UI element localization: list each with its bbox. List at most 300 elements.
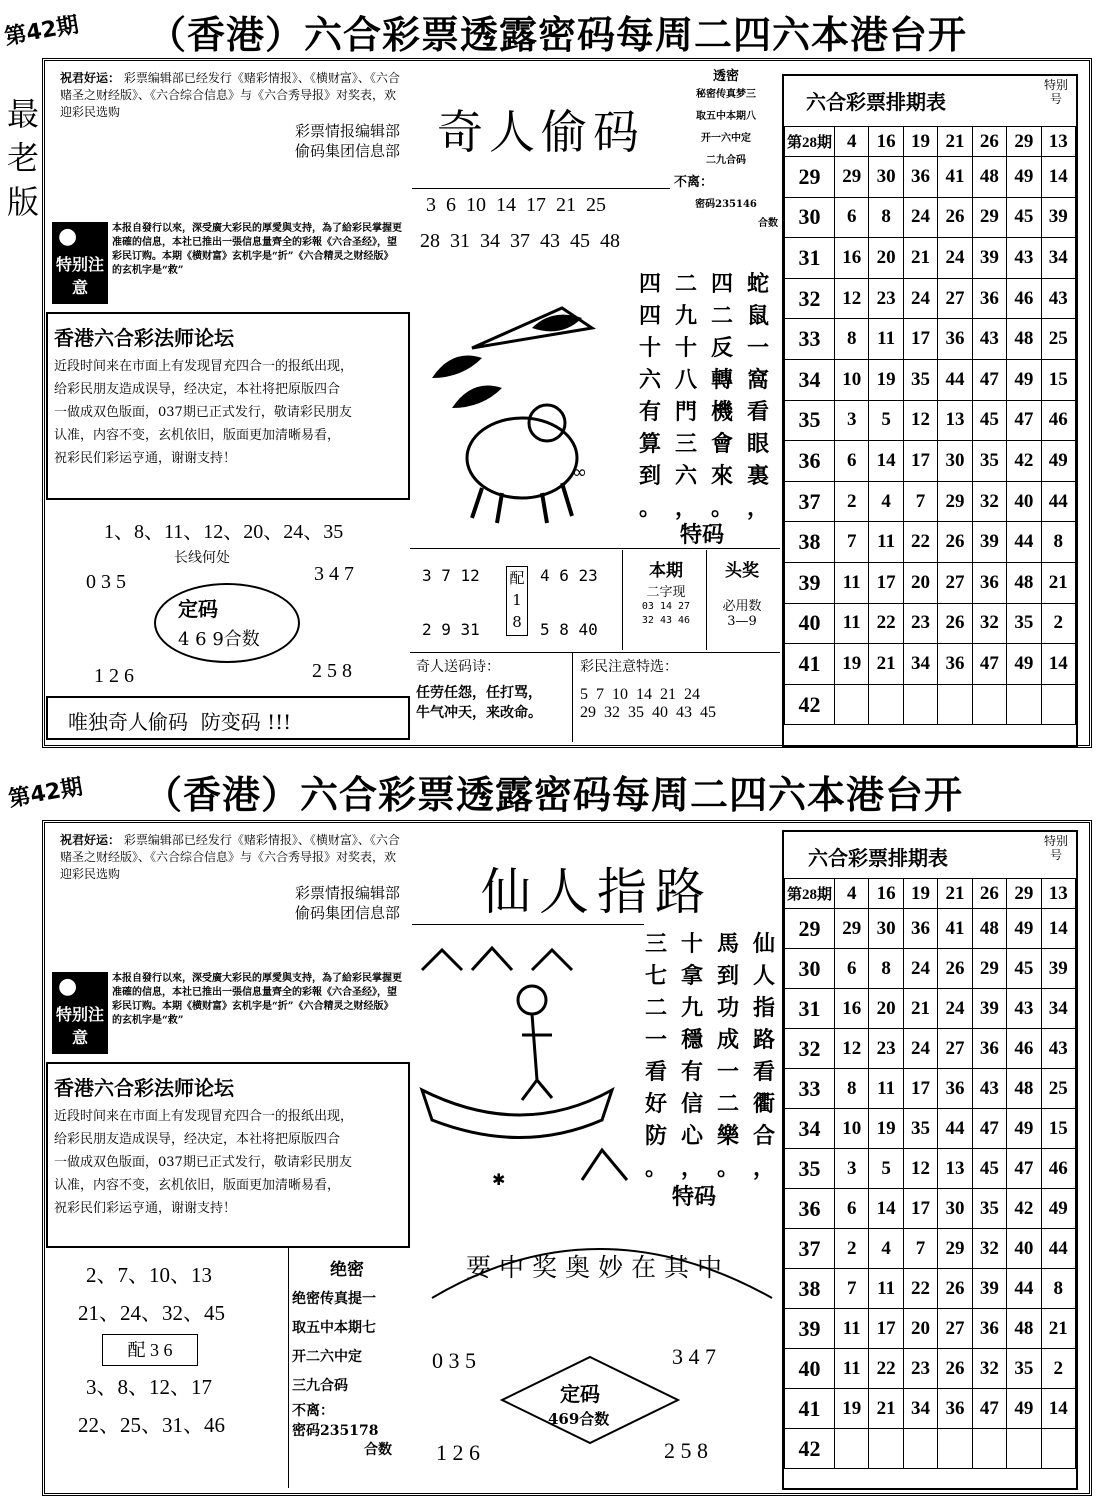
- number-cell: 48: [1007, 1069, 1041, 1109]
- focus-box: 彩民注意特选： 5 7 10 14 21 24 29 32 35 40 43 45: [580, 659, 716, 721]
- number-cell: 11: [835, 1309, 869, 1349]
- period-cell: 32: [785, 278, 835, 319]
- number-cell: 48: [1007, 562, 1041, 603]
- schedule-row: [785, 1229, 1076, 1269]
- number-cell: 42: [1007, 1189, 1041, 1229]
- poem-send-box: 奇人送码诗： 任劳任怨，任打骂， 牛气冲天，来改命。: [416, 659, 542, 721]
- period-cell: 第28期: [785, 879, 835, 909]
- period-cell: 39: [785, 562, 835, 603]
- special-cell: 14: [1041, 909, 1075, 949]
- number-cell: 36: [972, 1309, 1006, 1349]
- number-cell: 24: [903, 949, 937, 989]
- bomb-icon: ●: [58, 974, 78, 999]
- number-cell: 6: [835, 441, 869, 482]
- number-cell: 47: [972, 644, 1006, 685]
- schedule-table: [784, 126, 1076, 725]
- special-cell: 43: [1041, 1029, 1075, 1069]
- number-cell: 11: [869, 522, 903, 563]
- number-cell: 47: [972, 1389, 1006, 1429]
- period-cell: 34: [785, 359, 835, 400]
- number-cell: 10: [835, 359, 869, 400]
- schedule-row: [785, 157, 1076, 198]
- number-cell: 17: [869, 562, 903, 603]
- schedule-row: [785, 127, 1076, 157]
- period-cell: 33: [785, 319, 835, 360]
- special-cell: 44: [1041, 1229, 1075, 1269]
- number-cell: 46: [1007, 278, 1041, 319]
- number-cell: 16: [869, 879, 903, 909]
- dingma-ellipse: 定码 4 6 9合数: [154, 583, 300, 663]
- period-cell: 29: [785, 909, 835, 949]
- special-cell: 46: [1041, 400, 1075, 441]
- dingma-arc: 长线何处: [174, 550, 230, 566]
- schedule-row: [785, 359, 1076, 400]
- special-cell: 8: [1041, 522, 1075, 563]
- number-cell: 36: [903, 157, 937, 198]
- number-cell: 21: [869, 1389, 903, 1429]
- number-cell: 17: [903, 319, 937, 360]
- number-cell: 39: [972, 1269, 1006, 1309]
- number-cell: 46: [1007, 1029, 1041, 1069]
- number-cell: 32: [972, 603, 1006, 644]
- special-cell: 49: [1041, 1189, 1075, 1229]
- number-cell: 11: [869, 1269, 903, 1309]
- special-cell: 46: [1041, 1149, 1075, 1189]
- period-cell: 31: [785, 238, 835, 279]
- issue-number: 第42期: [2, 12, 81, 51]
- number-cell: 48: [972, 909, 1006, 949]
- number-cell: 49: [1007, 644, 1041, 685]
- poem-col-4: 蛇 鼠 一 窩 看 眼 裏 ，: [746, 271, 769, 521]
- number-cell: 26: [972, 879, 1006, 909]
- number-cell: 35: [1007, 603, 1041, 644]
- number-cell: 24: [903, 278, 937, 319]
- number-cell: 47: [972, 359, 1006, 400]
- number-cell: 2: [835, 481, 869, 522]
- number-cell: 47: [972, 1109, 1006, 1149]
- number-cell: 43: [972, 319, 1006, 360]
- period-cell: 第28期: [785, 127, 835, 157]
- number-cell: 29: [938, 1229, 972, 1269]
- period-cell: 32: [785, 1029, 835, 1069]
- number-cell: 36: [903, 909, 937, 949]
- special-cell: 34: [1041, 989, 1075, 1029]
- schedule-row: [785, 1189, 1076, 1229]
- schedule-row: [785, 238, 1076, 279]
- number-cell: 41: [938, 157, 972, 198]
- number-cell: 14: [869, 1189, 903, 1229]
- number-cell: 19: [869, 359, 903, 400]
- number-cell: 20: [869, 989, 903, 1029]
- number-cell: 27: [938, 278, 972, 319]
- number-cell: 47: [1007, 1149, 1041, 1189]
- number-cell: 32: [972, 1349, 1006, 1389]
- number-cell: 43: [1007, 989, 1041, 1029]
- special-cell: 2: [1041, 1349, 1075, 1389]
- number-cell: 45: [1007, 197, 1041, 238]
- period-cell: 38: [785, 522, 835, 563]
- pair-left-1: 3 7 12: [422, 566, 480, 585]
- number-cell: 36: [972, 562, 1006, 603]
- period-cell: 29: [785, 157, 835, 198]
- number-cell: 36: [972, 278, 1006, 319]
- number-cell: 49: [1007, 157, 1041, 198]
- number-cell: 39: [972, 989, 1006, 1029]
- special-cell: 25: [1041, 1069, 1075, 1109]
- number-cell: 44: [938, 1109, 972, 1149]
- dingma-left: 0 3 5: [432, 1348, 476, 1373]
- number-cell: 40: [1007, 1229, 1041, 1269]
- number-cell: 16: [835, 238, 869, 279]
- number-cell: 12: [835, 278, 869, 319]
- number-cell: 27: [938, 1029, 972, 1069]
- notice-text: 本报自發行以來，深受廣大彩民的厚愛與支持，為了給彩民掌握更准確的信息，本社已推出一張信息量齊全的彩報《六合圣经》，望彩民订购。本期《横财富》玄机字是“折”《六合精灵之财经版》的玄机字是“救”: [112, 973, 402, 1026]
- schedule-row: [785, 197, 1076, 238]
- schedule-title: 六合彩票排期表: [808, 846, 948, 870]
- number-cell: 49: [1007, 1389, 1041, 1429]
- number-cell: 11: [835, 562, 869, 603]
- period-cell: 40: [785, 1349, 835, 1389]
- number-cell: 17: [903, 1069, 937, 1109]
- number-cell: 6: [835, 1189, 869, 1229]
- number-cell: 29: [938, 481, 972, 522]
- poem-col-2: 二 九 十 八 門 三 六 ，: [674, 271, 697, 521]
- special-cell: 14: [1041, 157, 1075, 198]
- number-cell: 13: [938, 400, 972, 441]
- period-cell: 34: [785, 1109, 835, 1149]
- number-cell: 19: [835, 644, 869, 685]
- issue-number: 第42期: [6, 774, 85, 813]
- poem-col-3: 四 二 反 轉 機 會 來 。: [710, 271, 733, 521]
- number-cell: 22: [869, 1349, 903, 1389]
- pair-left-2: 2 9 31: [422, 620, 480, 639]
- number-cell: 35: [903, 1109, 937, 1149]
- notice-badge: ● 特别注意: [52, 222, 108, 304]
- center-title: 奇人偷码: [437, 105, 645, 159]
- number-cell: [972, 684, 1006, 725]
- number-cell: 39: [972, 238, 1006, 279]
- number-cell: 12: [903, 1149, 937, 1189]
- number-cell: 49: [1007, 1109, 1041, 1149]
- dingma-right: 3 4 7: [672, 1344, 716, 1369]
- number-cell: 36: [938, 644, 972, 685]
- headline: （香港）六合彩票透露密码每周二四六本港台开: [144, 772, 964, 817]
- number-cell: 23: [903, 1349, 937, 1389]
- number-cell: 49: [1007, 359, 1041, 400]
- tema-label: 特码: [680, 522, 725, 548]
- schedule-row: [785, 522, 1076, 563]
- motto: 唯独奇人偷码 防变码 !!!: [46, 696, 410, 740]
- period-cell: 39: [785, 1309, 835, 1349]
- center-nums-2: 28 31 34 37 43 45 48: [420, 230, 620, 252]
- schedule-row: [785, 400, 1076, 441]
- pair-right-1: 4 6 23: [540, 566, 598, 585]
- special-cell: 13: [1041, 879, 1075, 909]
- dingma-right: 3 4 7: [314, 563, 354, 585]
- number-cell: 29: [972, 197, 1006, 238]
- dingma-bottom-right: 2 5 8: [664, 1438, 708, 1463]
- forum-box: 香港六合彩法师论坛 近段时间来在市面上有发现冒充四合一的报纸出现， 给彩民朋友造成误导，经决定，本社将把原版四合 一做成双色版面，037期已正式发行，敬请彩民朋友 认准，内容不变，玄机依旧，版面更加清晰易看， 祝彩民们彩运亨通，谢谢支持！: [46, 312, 410, 500]
- special-cell: 21: [1041, 562, 1075, 603]
- number-cell: 36: [938, 319, 972, 360]
- number-cell: 19: [903, 127, 937, 157]
- notice-badge: ● 特别注意: [52, 972, 108, 1054]
- pair-right-2: 5 8 40: [540, 620, 598, 639]
- poem-col-4: 仙 人 指 路 看 衢 合 ，: [752, 931, 775, 1181]
- number-cell: 36: [938, 1389, 972, 1429]
- number-cell: 19: [903, 879, 937, 909]
- forum-box: 香港六合彩法师论坛 近段时间来在市面上有发现冒充四合一的报纸出现， 给彩民朋友造成误导，经决定，本社将把原版四合 一做成双色版面，037期已正式发行，敬请彩民朋友 认准，内容不变，玄机依旧，版面更加清晰易看， 祝彩民们彩运亨通，谢谢支持！: [46, 1062, 410, 1248]
- number-cell: [972, 1429, 1006, 1469]
- bomb-icon: ●: [58, 224, 78, 249]
- headline: （香港）六合彩票透露密码每周二四六本港台开: [148, 12, 968, 57]
- number-cell: 6: [835, 197, 869, 238]
- number-cell: 19: [835, 1389, 869, 1429]
- tema-label: 特码: [672, 1184, 717, 1210]
- number-cell: 11: [835, 603, 869, 644]
- number-cell: 27: [938, 562, 972, 603]
- forum-title: 香港六合彩法师论坛: [54, 1076, 234, 1100]
- number-cell: 21: [938, 127, 972, 157]
- number-cell: 17: [903, 441, 937, 482]
- dingma-block: [46, 505, 410, 690]
- number-cell: 26: [938, 1349, 972, 1389]
- number-cell: 23: [903, 603, 937, 644]
- number-cell: 21: [938, 879, 972, 909]
- center-nums-1: 3 6 10 14 17 21 25: [426, 194, 606, 216]
- schedule-row: [785, 684, 1076, 725]
- special-cell: 39: [1041, 197, 1075, 238]
- number-cell: 34: [903, 644, 937, 685]
- schedule-row: [785, 1149, 1076, 1189]
- number-cell: 4: [835, 127, 869, 157]
- schedule-row: [785, 278, 1076, 319]
- number-cell: [938, 684, 972, 725]
- number-cell: 44: [1007, 1269, 1041, 1309]
- greeting-block: 祝君好运： 彩票编辑部已经发行《赌彩情报》、《横财富》、《六合赌圣之财经版》、《六合综合信息》与《六合秀导报》对奖表，欢迎彩民选购 彩票情报编辑部 偷码集团信息部: [60, 71, 400, 160]
- number-cell: 40: [1007, 481, 1041, 522]
- number-cell: 23: [869, 278, 903, 319]
- schedule-row: [785, 1109, 1076, 1149]
- number-cell: 12: [903, 400, 937, 441]
- poem-col-3: 馬 到 功 成 一 二 樂 。: [716, 931, 739, 1181]
- schedule-row: [785, 1389, 1076, 1429]
- number-cell: 5: [869, 1149, 903, 1189]
- number-cell: 48: [1007, 1309, 1041, 1349]
- period-cell: 37: [785, 1229, 835, 1269]
- number-cell: [869, 684, 903, 725]
- toujiang-box: 头奖 必用数 3—9: [722, 561, 762, 629]
- number-cell: 16: [835, 989, 869, 1029]
- number-cell: 49: [1007, 909, 1041, 949]
- number-cell: 24: [903, 1029, 937, 1069]
- number-cell: 24: [938, 238, 972, 279]
- special-cell: 34: [1041, 238, 1075, 279]
- number-cell: 8: [869, 197, 903, 238]
- number-cell: 43: [1007, 238, 1041, 279]
- special-cell: 44: [1041, 481, 1075, 522]
- period-cell: 30: [785, 197, 835, 238]
- number-cell: [869, 1429, 903, 1469]
- special-cell: 13: [1041, 127, 1075, 157]
- number-cell: 43: [972, 1069, 1006, 1109]
- number-cell: 47: [1007, 400, 1041, 441]
- number-cell: 20: [903, 562, 937, 603]
- period-cell: 33: [785, 1069, 835, 1109]
- bottom-sheet: [0, 750, 1111, 1500]
- number-cell: 39: [972, 522, 1006, 563]
- number-cell: 11: [835, 1349, 869, 1389]
- number-cell: 30: [869, 157, 903, 198]
- number-cell: [835, 684, 869, 725]
- number-cell: 4: [835, 879, 869, 909]
- number-cell: 7: [903, 481, 937, 522]
- schedule-row: [785, 879, 1076, 909]
- dingma-bottom-right: 2 5 8: [312, 660, 352, 682]
- number-cell: 8: [835, 1069, 869, 1109]
- number-cell: 29: [835, 157, 869, 198]
- number-cell: 30: [938, 441, 972, 482]
- number-cell: 30: [938, 1189, 972, 1229]
- secret-box: 透密 秘密传真梦三 取五中本期八 开一六中定 二九合码 不离： 密码235146 合数: [674, 69, 778, 229]
- number-cell: [1007, 684, 1041, 725]
- special-cell: 15: [1041, 359, 1075, 400]
- number-cell: 4: [869, 481, 903, 522]
- schedule-special-header: 特别号: [1043, 834, 1068, 862]
- number-cell: [938, 1429, 972, 1469]
- number-cell: 21: [869, 644, 903, 685]
- number-cell: 26: [938, 197, 972, 238]
- number-cell: 27: [938, 1309, 972, 1349]
- poem-col-2: 十 拿 九 穩 有 信 心 ，: [680, 931, 703, 1181]
- schedule-row: [785, 1349, 1076, 1389]
- number-cell: 22: [903, 1269, 937, 1309]
- period-cell: 35: [785, 400, 835, 441]
- number-cell: 26: [938, 522, 972, 563]
- number-cell: [903, 1429, 937, 1469]
- number-cell: 45: [972, 400, 1006, 441]
- number-cell: 35: [972, 1189, 1006, 1229]
- number-cell: 48: [1007, 319, 1041, 360]
- number-cell: 34: [903, 1389, 937, 1429]
- schedule-row: [785, 1429, 1076, 1469]
- pair-mid: 配 1 8: [506, 566, 528, 636]
- period-cell: 36: [785, 441, 835, 482]
- special-cell: 2: [1041, 603, 1075, 644]
- special-cell: 14: [1041, 644, 1075, 685]
- schedule-row: [785, 1069, 1076, 1109]
- special-cell: 25: [1041, 319, 1075, 360]
- schedule-title: 六合彩票排期表: [806, 90, 946, 114]
- forum-title: 香港六合彩法师论坛: [54, 326, 234, 350]
- number-cell: 20: [869, 238, 903, 279]
- svg-text:∞: ∞: [572, 462, 587, 483]
- special-cell: 21: [1041, 1309, 1075, 1349]
- number-cell: 45: [1007, 949, 1041, 989]
- schedule-table: [784, 878, 1076, 1469]
- center-title: 仙人指路: [481, 863, 713, 921]
- number-cell: 24: [938, 989, 972, 1029]
- special-cell: 39: [1041, 949, 1075, 989]
- number-cell: 48: [972, 157, 1006, 198]
- number-cell: 36: [972, 1029, 1006, 1069]
- number-cell: 2: [835, 1229, 869, 1269]
- schedule-row: [785, 989, 1076, 1029]
- special-cell: 49: [1041, 441, 1075, 482]
- number-cell: 17: [903, 1189, 937, 1229]
- schedule-row: [785, 603, 1076, 644]
- number-cell: 32: [972, 1229, 1006, 1269]
- number-cell: 42: [1007, 441, 1041, 482]
- number-cell: 29: [1007, 127, 1041, 157]
- period-cell: 42: [785, 684, 835, 725]
- number-cell: 16: [869, 127, 903, 157]
- special-cell: [1041, 1429, 1075, 1469]
- number-cell: 11: [869, 319, 903, 360]
- schedule-row: [785, 1309, 1076, 1349]
- number-cell: 3: [835, 400, 869, 441]
- number-cell: 22: [903, 522, 937, 563]
- period-cell: 42: [785, 1429, 835, 1469]
- number-cell: 29: [972, 949, 1006, 989]
- number-cell: 26: [938, 949, 972, 989]
- number-cell: 41: [938, 909, 972, 949]
- number-cell: 35: [903, 359, 937, 400]
- arc-text: 要中奖奥妙在其中: [465, 1253, 730, 1282]
- number-cell: 32: [972, 481, 1006, 522]
- period-cell: 31: [785, 989, 835, 1029]
- dingma-top-row: 1、8、11、12、20、24、35: [104, 521, 344, 543]
- number-cell: 8: [869, 949, 903, 989]
- period-cell: 41: [785, 644, 835, 685]
- number-cell: 11: [869, 1069, 903, 1109]
- benqi-box: 本期 二字现 03 14 27 32 43 46: [641, 561, 691, 626]
- special-cell: 14: [1041, 1389, 1075, 1429]
- number-cell: 10: [835, 1109, 869, 1149]
- number-cell: [835, 1429, 869, 1469]
- number-cell: [1007, 1429, 1041, 1469]
- schedule-special-header: 特别号: [1043, 78, 1068, 106]
- schedule-row: [785, 1269, 1076, 1309]
- number-cell: 26: [938, 1269, 972, 1309]
- monkey-illustration: [412, 268, 632, 540]
- schedule-row: [785, 1029, 1076, 1069]
- number-cell: 6: [835, 949, 869, 989]
- schedule-row: [785, 644, 1076, 685]
- period-cell: 40: [785, 603, 835, 644]
- number-cell: 29: [1007, 879, 1041, 909]
- number-cell: 7: [835, 522, 869, 563]
- number-cell: 19: [869, 1109, 903, 1149]
- number-cell: 7: [835, 1269, 869, 1309]
- period-cell: 36: [785, 1189, 835, 1229]
- number-cell: 30: [869, 909, 903, 949]
- svg-text:✱: ✱: [492, 1170, 506, 1189]
- number-cell: 35: [972, 441, 1006, 482]
- schedule-row: [785, 441, 1076, 482]
- number-cell: 45: [972, 1149, 1006, 1189]
- side-label: 最 老 版: [6, 95, 39, 221]
- number-cell: 8: [835, 319, 869, 360]
- schedule-row: [785, 949, 1076, 989]
- number-cell: 35: [1007, 1349, 1041, 1389]
- period-cell: 35: [785, 1149, 835, 1189]
- numbers-block: 2、7、10、13 21、24、32、45 配 3 6 3、8、12、17 22、25、31、46: [78, 1263, 225, 1437]
- notice-text: 本报自發行以來，深受廣大彩民的厚愛與支持，為了給彩民掌握更准確的信息，本社已推出一張信息量齊全的彩報《六合圣经》，望彩民订购。本期《横财富》玄机字是“折”《六合精灵之财经版》的玄机字是“救”: [112, 223, 402, 276]
- period-cell: 30: [785, 949, 835, 989]
- period-cell: 38: [785, 1269, 835, 1309]
- number-cell: 22: [869, 603, 903, 644]
